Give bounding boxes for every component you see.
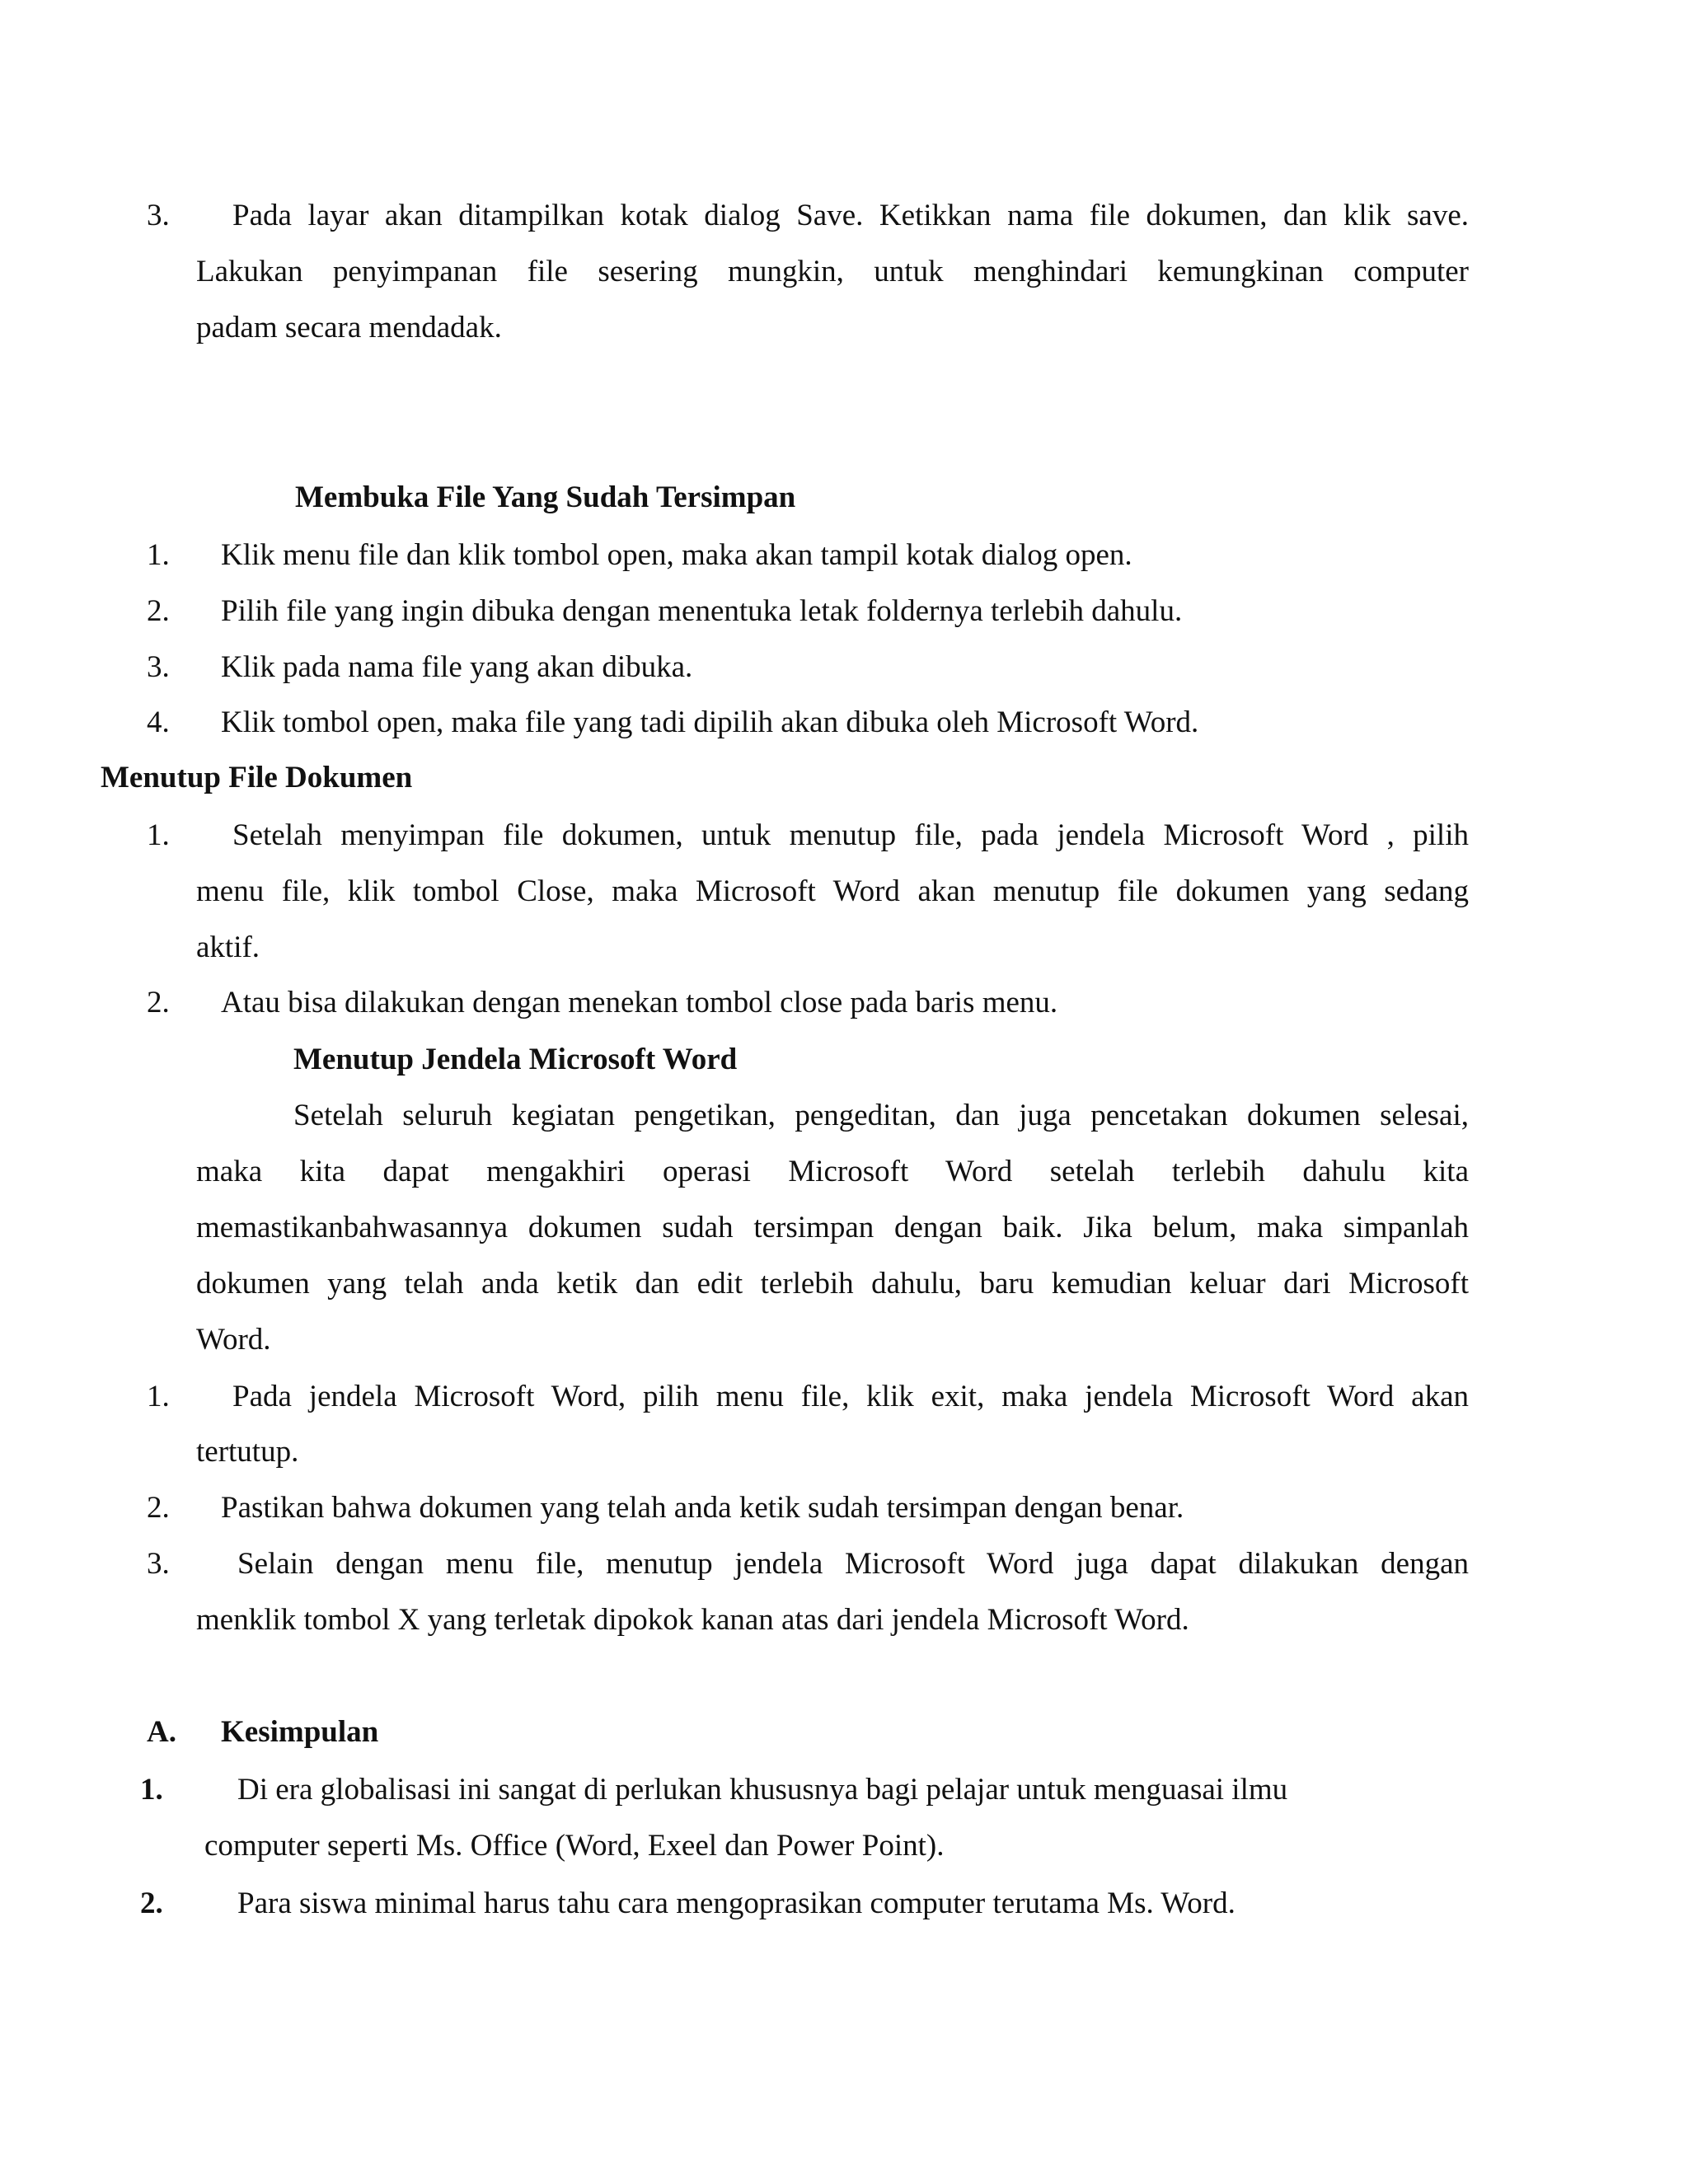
list-item: Pilih file yang ingin dibuka dengan menentuka letak foldernya terlebih dahulu. (221, 594, 1183, 628)
paragraph-line: computer seperti Ms. Office (Word, Exeel dan Power Point). (204, 1829, 945, 1863)
section-heading: Kesimpulan (221, 1715, 379, 1749)
paragraph-line: Lakukan penyimpanan file sesering mungkin, untuk menghindari kemungkinan computer (196, 255, 1469, 288)
section-heading: Menutup Jendela Microsoft Word (293, 1043, 738, 1076)
list-number: 2. (147, 1491, 170, 1525)
section-heading: Menutup File Dokumen (101, 761, 413, 794)
paragraph-line: menu file, klik tombol Close, maka Microsoft Word akan menutup file dokumen yang sedang (196, 874, 1469, 908)
paragraph-line: Pada jendela Microsoft Word, pilih menu file, klik exit, maka jendela Microsoft Word akan (232, 1380, 1469, 1413)
paragraph-line: Pada layar akan ditampilkan kotak dialog Save. Ketikkan nama file dokumen, dan klik save. (232, 199, 1469, 232)
paragraph-line: maka kita dapat mengakhiri operasi Microsoft Word setelah terlebih dahulu kita (196, 1155, 1469, 1188)
paragraph-line: memastikanbahwasannya dokumen sudah tersimpan dengan baik. Jika belum, maka simpanlah (196, 1211, 1469, 1244)
list-number: 1. (147, 818, 170, 852)
section-letter: A. (147, 1715, 176, 1749)
list-number: 3. (147, 1547, 170, 1581)
list-number: 1. (147, 1380, 170, 1413)
list-item: Klik pada nama file yang akan dibuka. (221, 650, 693, 684)
paragraph-line: Setelah menyimpan file dokumen, untuk menutup file, pada jendela Microsoft Word , pilih (232, 818, 1469, 852)
section-heading: Membuka File Yang Sudah Tersimpan (295, 480, 796, 514)
paragraph-line: aktif. (196, 930, 260, 964)
paragraph-line: padam secara mendadak. (196, 311, 502, 344)
paragraph-line: Setelah seluruh kegiatan pengetikan, pengeditan, dan juga pencetakan dokumen selesai, (293, 1099, 1469, 1132)
list-number: 1. (147, 538, 170, 572)
paragraph-line: Word. (196, 1323, 271, 1357)
list-number: 4. (147, 705, 170, 739)
list-number: 2. (147, 594, 170, 628)
paragraph-line: dokumen yang telah anda ketik dan edit terlebih dahulu, baru kemudian keluar dari Microsoft (196, 1267, 1469, 1301)
paragraph-line: tertutup. (196, 1435, 299, 1469)
list-number: 3. (147, 650, 170, 684)
list-item: Klik tombol open, maka file yang tadi dipilih akan dibuka oleh Microsoft Word. (221, 705, 1199, 739)
list-number: 3. (147, 199, 170, 232)
list-item: Klik menu file dan klik tombol open, maka akan tampil kotak dialog open. (221, 538, 1132, 572)
list-item: Atau bisa dilakukan dengan menekan tombol close pada baris menu. (221, 986, 1058, 1019)
paragraph-line: Di era globalisasi ini sangat di perlukan khususnya bagi pelajar untuk menguasai ilmu (237, 1773, 1288, 1807)
list-number: 2. (140, 1886, 163, 1920)
list-item: Pastikan bahwa dokumen yang telah anda ketik sudah tersimpan dengan benar. (221, 1491, 1184, 1525)
list-number: 1. (140, 1773, 163, 1807)
list-number: 2. (147, 986, 170, 1019)
paragraph-line: menklik tombol X yang terletak dipokok kanan atas dari jendela Microsoft Word. (196, 1603, 1189, 1637)
list-item: Para siswa minimal harus tahu cara mengoprasikan computer terutama Ms. Word. (237, 1886, 1236, 1920)
paragraph-line: Selain dengan menu file, menutup jendela Microsoft Word juga dapat dilakukan dengan (237, 1547, 1469, 1581)
